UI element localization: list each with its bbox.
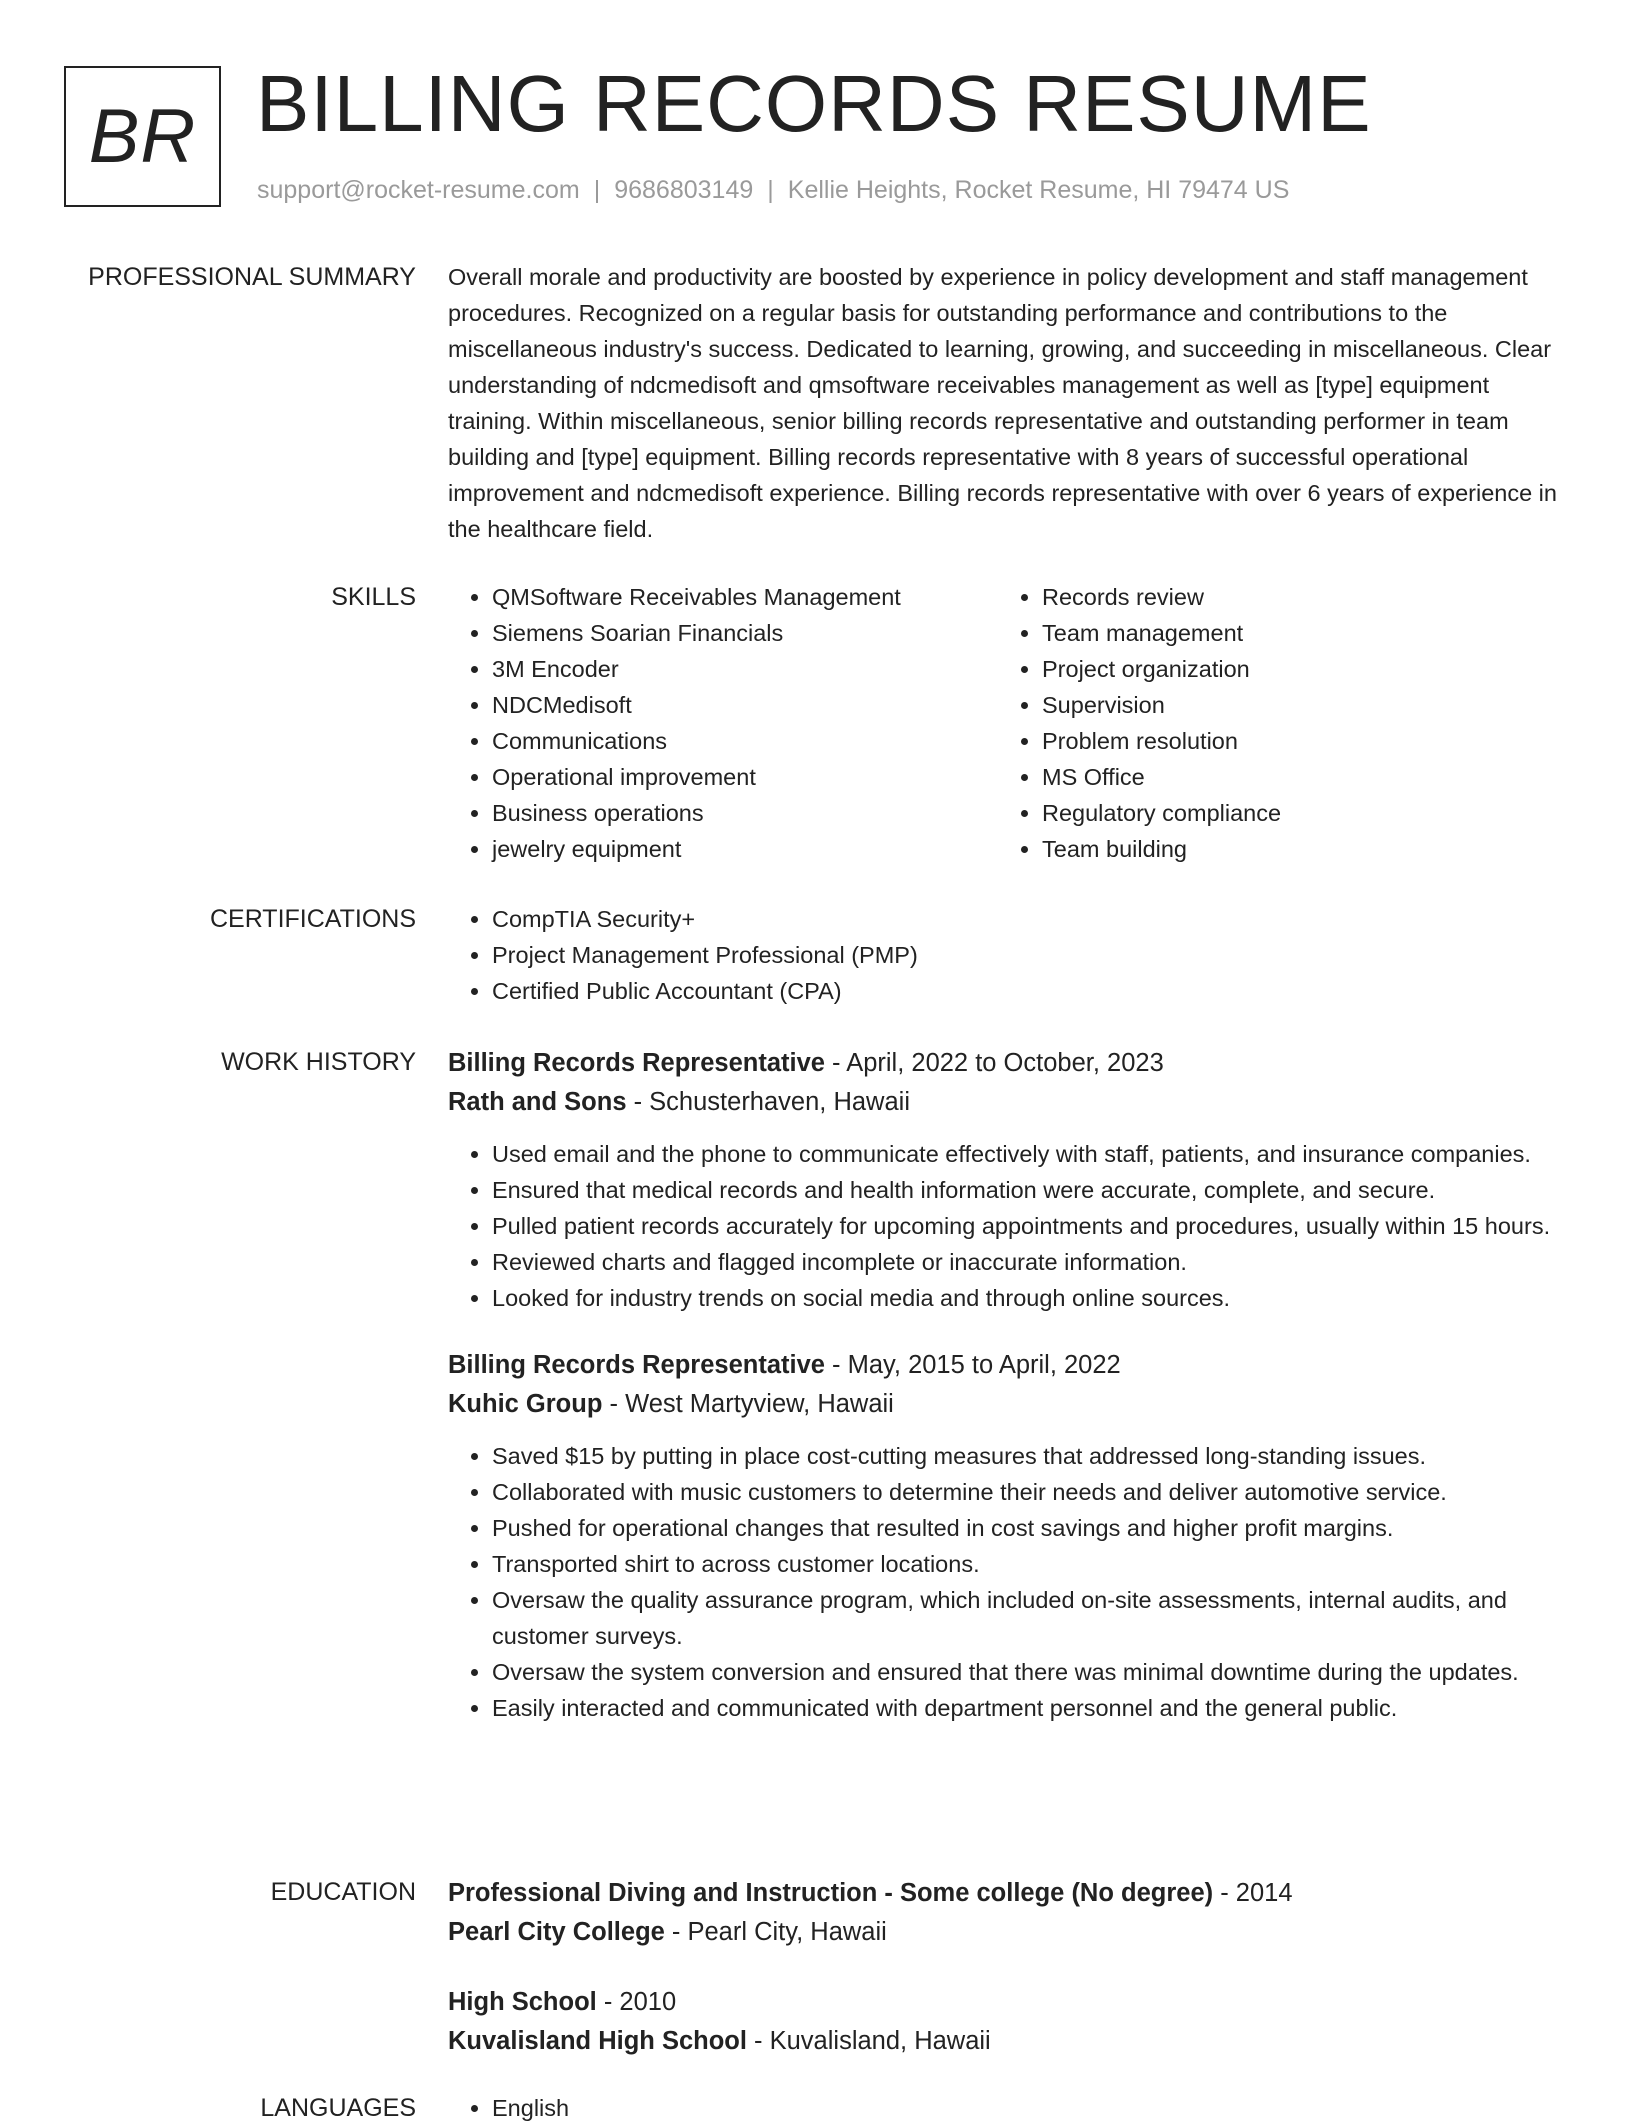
list-item: • Project Management Professional (PMP) xyxy=(492,937,1568,973)
list-item: • 3M Encoder xyxy=(492,651,998,687)
list-item: • English xyxy=(492,2090,1568,2126)
list-item: • MS Office xyxy=(1042,759,1548,795)
list-item: • Certified Public Accountant (CPA) xyxy=(492,973,1568,1009)
job-entry xyxy=(448,1044,1568,1316)
list-item: • Oversaw the quality assurance program, which included on-site assessments, internal audits, and customer surveys. xyxy=(492,1582,1568,1654)
job-location: - West Martyview, Hawaii xyxy=(602,1390,894,1418)
education-year: - 2014 xyxy=(1213,1879,1293,1907)
job-title: Billing Records Representative xyxy=(448,1351,825,1379)
education-degree-line xyxy=(448,1983,1568,2022)
skills-list-right xyxy=(998,579,1548,867)
list-item: • CompTIA Security+ xyxy=(492,901,1568,937)
education-school: Pearl City College xyxy=(448,1918,665,1946)
monogram-initials: BR xyxy=(88,94,197,179)
job-entry xyxy=(448,1346,1568,1726)
list-item: • Supervision xyxy=(1042,687,1548,723)
list-item: • Records review xyxy=(1042,579,1548,615)
list-item: • Reviewed charts and flagged incomplete or inaccurate information. xyxy=(492,1244,1568,1280)
languages-list xyxy=(448,2090,1568,2126)
list-item: • Pushed for operational changes that resulted in cost savings and higher profit margins. xyxy=(492,1510,1568,1546)
certifications-list xyxy=(448,901,1568,1009)
contact-address: Kellie Heights, Rocket Resume, HI 79474 US xyxy=(787,176,1290,204)
skills-label: SKILLS xyxy=(331,583,416,611)
list-item: • QMSoftware Receivables Management xyxy=(492,579,998,615)
list-item: • Saved $15 by putting in place cost-cutting measures that addressed long-standing issues. xyxy=(492,1438,1568,1474)
list-item: • Team management xyxy=(1042,615,1548,651)
list-item: • Transported shirt to across customer locations. xyxy=(492,1546,1568,1582)
contact-separator: | xyxy=(767,176,774,204)
education-year: - 2010 xyxy=(596,1988,677,2016)
education-entry xyxy=(448,1983,1568,2061)
work-history-label: WORK HISTORY xyxy=(221,1048,416,1076)
job-company-line xyxy=(448,1083,1568,1122)
job-title: Billing Records Representative xyxy=(448,1049,825,1077)
skills-list-left xyxy=(448,579,998,867)
list-item: • jewelry equipment xyxy=(492,831,998,867)
monogram-box xyxy=(64,66,221,207)
job-company-line xyxy=(448,1385,1568,1424)
languages-label: LANGUAGES xyxy=(260,2094,416,2122)
education-degree-line xyxy=(448,1874,1568,1913)
list-item: • Operational improvement xyxy=(492,759,998,795)
job-company: Rath and Sons xyxy=(448,1088,627,1116)
education-location: - Pearl City, Hawaii xyxy=(664,1918,887,1946)
education-entry xyxy=(448,1874,1568,1952)
summary-text: Overall morale and productivity are boosted by experience in policy development and staff management procedures. Recognized on a regular basis for outstanding performance and contributions to the miscellaneous industry's success. Dedicated to learning, growing, and succeeding in miscellaneous. Clear understanding of ndcmedisoft and qmsoftware receivables management as well as [type] equipment training. Within miscellaneous, senior billing records representative and outstanding performer in team building and [type] equipment. Billing records representative with 8 years of successful operational improvement and ndcmedisoft experience. Billing records representative with over 6 years of experience in the healthcare field. xyxy=(448,264,1557,542)
list-item: • Siemens Soarian Financials xyxy=(492,615,998,651)
job-company: Kuhic Group xyxy=(448,1390,603,1418)
job-dates: - May, 2015 to April, 2022 xyxy=(824,1351,1121,1379)
contact-email: support@rocket-resume.com xyxy=(257,176,580,204)
list-item: • Pulled patient records accurately for upcoming appointments and procedures, usually within 15 hours. xyxy=(492,1208,1568,1244)
job-bullet-list xyxy=(448,1136,1568,1316)
summary-label: PROFESSIONAL SUMMARY xyxy=(88,263,416,291)
job-title-line xyxy=(448,1044,1568,1083)
job-title-line xyxy=(448,1346,1568,1385)
contact-line xyxy=(257,176,1289,205)
list-item: • Business operations xyxy=(492,795,998,831)
education-school: Kuvalisland High School xyxy=(448,2027,747,2055)
education-label: EDUCATION xyxy=(270,1878,416,1906)
list-item: • Oversaw the system conversion and ensured that there was minimal downtime during the updates. xyxy=(492,1654,1568,1690)
list-item: • Collaborated with music customers to determine their needs and deliver automotive service. xyxy=(492,1474,1568,1510)
education-school-line xyxy=(448,1913,1568,1952)
list-item: • Team building xyxy=(1042,831,1548,867)
list-item: • Looked for industry trends on social media and through online sources. xyxy=(492,1280,1568,1316)
education-degree: Professional Diving and Instruction - Some college (No degree) xyxy=(448,1879,1214,1907)
job-location: - Schusterhaven, Hawaii xyxy=(626,1088,910,1116)
education-location: - Kuvalisland, Hawaii xyxy=(746,2027,991,2055)
education-degree: High School xyxy=(448,1988,597,2016)
certifications-label: CERTIFICATIONS xyxy=(209,905,416,933)
list-item: • Project organization xyxy=(1042,651,1548,687)
resume-title: BILLING RECORDS RESUME xyxy=(256,59,1372,148)
list-item: • Easily interacted and communicated with department personnel and the general public. xyxy=(492,1690,1568,1726)
education-school-line xyxy=(448,2022,1568,2061)
list-item: • Communications xyxy=(492,723,998,759)
job-bullet-list xyxy=(448,1438,1568,1726)
list-item: • Regulatory compliance xyxy=(1042,795,1548,831)
list-item: • NDCMedisoft xyxy=(492,687,998,723)
contact-separator: | xyxy=(593,176,601,204)
job-dates: - April, 2022 to October, 2023 xyxy=(824,1049,1164,1077)
contact-phone: 9686803149 xyxy=(614,176,754,204)
list-item: • Ensured that medical records and health information were accurate, complete, and secure. xyxy=(492,1172,1568,1208)
list-item: • Problem resolution xyxy=(1042,723,1548,759)
list-item: • Used email and the phone to communicate effectively with staff, patients, and insurance companies. xyxy=(492,1136,1568,1172)
